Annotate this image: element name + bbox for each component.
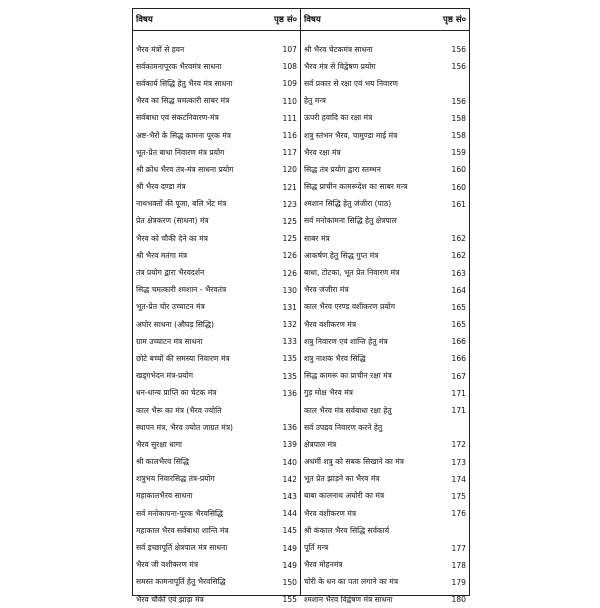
toc-header-left [133,9,300,31]
entry-page-number: 165 [451,302,466,312]
entry-page-number: 156 [451,96,466,106]
toc-entry [301,436,469,453]
entry-page-number: 126 [282,251,297,261]
toc-entry [301,230,469,247]
subject-header: विषय [304,15,321,25]
entry-page-number: 135 [282,371,297,381]
entry-title: सर्व मनोकापना-पूरक भैरवसिद्धि [136,508,223,518]
entry-title: भूत-प्रेत बाधा निवारण मंत्र प्रयोग [136,147,225,157]
toc-entry [301,539,469,556]
entry-page-number: 109 [282,79,297,89]
entry-page-number: 158 [451,113,466,123]
entry-page-number: 130 [282,285,297,295]
entry-page-number: 162 [451,234,466,244]
entry-page-number: 176 [451,509,466,519]
toc-entry [301,299,469,316]
entry-title: सिद्ध प्राचीन कामरूदेश का साबर मन्त्र [304,182,408,192]
entry-page-number: 178 [451,560,466,570]
entry-title: समस्त कामनापूर्ति हेतु भैरवसिद्धि [136,577,226,587]
entry-page-number: 162 [451,251,466,261]
entry-page-number: 117 [282,148,297,158]
entry-title: काल भैरव मंत्र सर्वबाधा रक्षा हेतु [304,405,392,415]
toc-entry [133,488,300,505]
toc-entry [133,282,300,299]
entry-title: भैरव मोहनमंत्र [304,560,343,570]
entry-title: भैरव जंजीरा मंत्र [304,285,349,295]
toc-entry [301,282,469,299]
toc-entry [133,350,300,367]
entry-page-number: 160 [451,182,466,192]
toc-entry [133,402,300,419]
entry-title: भूत-प्रेत चोर उच्चाटन मंत्र [136,302,205,312]
entry-title: अघोर साधना (औघड़ सिद्धि) [136,319,214,329]
entry-title: प्रेत क्षेत्रकरण (साधना) मंत्र [136,216,209,226]
entry-page-number: 142 [282,474,297,484]
entry-title: क्षेत्रपाल मंत्र [304,439,337,449]
toc-entry [301,350,469,367]
entry-title: साबर मंत्र [304,233,330,243]
entry-page-number: 175 [451,491,466,501]
entry-title: हेतु मन्त्र [304,96,326,106]
entry-title: श्री भैरव मतंगा मंत्र [136,250,188,260]
entry-page-number: 110 [282,96,297,106]
toc-entry [133,299,300,316]
toc-entry [301,557,469,574]
entry-page-number: 133 [282,337,297,347]
entry-page-number: 180 [451,595,466,605]
toc-entry [301,127,469,144]
entry-title: सिद्ध तंत्र प्रयोग द्वारा स्तम्भन [304,164,381,174]
entry-page-number: 123 [282,199,297,209]
entry-page-number: 171 [451,406,466,416]
entry-title: श्री कालभैरव सिद्धि [136,457,189,467]
entry-title: भैरव सुरक्षा धागा [136,439,183,449]
toc-entry [133,196,300,213]
toc-entry [301,213,469,230]
entry-title: ग्राम उच्चाटन मंत्र साधना [136,336,203,346]
toc-entry [133,574,300,591]
entry-title: बाबा कालनाथ अघोरी का मंत्र [304,491,385,501]
toc-entry [301,488,469,505]
entry-page-number: 125 [282,216,297,226]
entry-page-number: 149 [282,543,297,553]
entry-title: श्मशान भैरव विद्वेषण मंत्र साधना [304,594,393,604]
entry-page-number: 108 [282,62,297,72]
entry-page-number: 165 [451,320,466,330]
toc-entry [301,75,469,92]
entry-title: काल भैरू का मंत्र (भैरव ज्योति [136,405,222,415]
toc-entry [133,110,300,127]
entry-title: सर्व प्रकार से रक्षा एवं भय निवारण [304,78,398,88]
toc-entry [133,505,300,522]
entry-title: भैरव मंत्रों से हवन [136,44,185,54]
entry-page-number: 107 [282,45,297,55]
toc-entry [301,522,469,539]
entry-title: अधर्मी शत्रु को सबक सिखाने का मंत्र [304,457,404,467]
entry-title: सर्वबाधा एवं संकटनिवारण-मंत्र [136,113,219,123]
entry-page-number: 131 [282,302,297,312]
page-number-header: पृष्ठ सं० [443,15,466,25]
toc-entry [133,93,300,110]
entry-title: पूर्ति मन्त्र [304,543,329,553]
entry-page-number: 161 [451,199,466,209]
entry-page-number: 143 [282,491,297,501]
entry-page-number: 163 [451,268,466,278]
entry-title: श्री भैरव दण्डा मंत्र [136,182,186,192]
entry-page-number: 160 [451,165,466,175]
entry-page-number: 166 [451,354,466,364]
toc-entry [301,144,469,161]
entry-page-number: 116 [282,131,297,141]
entry-title: स्थापन मंत्र, भैरव ज्योत जाग्रत मंत्र) [136,422,233,432]
toc-entry [133,230,300,247]
entry-title: सर्व इच्छापूर्ति क्षेत्रपाल मंत्र साधना [136,543,228,553]
toc-entries-left [133,31,300,608]
entry-page-number: 139 [282,440,297,450]
toc-entry [301,196,469,213]
entry-page-number: 126 [282,268,297,278]
toc-entry [301,454,469,471]
entry-title: सर्वकामनापूरक भैरवमंत्र साधना [136,61,222,71]
entry-page-number: 174 [451,474,466,484]
toc-entry [301,505,469,522]
entry-title: भैरव रक्षा मंत्र [304,147,341,157]
entry-title: बाधा, टोटका, भूत प्रेत निवारण मंत्र [304,268,400,278]
entry-page-number: 172 [451,440,466,450]
entry-title: सर्वकार्य सिद्धि हेतु भैरव मंत्र साधना [136,78,233,88]
entry-page-number: 144 [282,509,297,519]
entry-page-number: 136 [282,423,297,433]
toc-entry [301,58,469,75]
toc-column-right [301,9,469,605]
toc-entry [133,75,300,92]
entry-title: भूत प्रेत झाड़ने का भैरव मंत्र [304,474,380,484]
entry-title: महाकालभैरव साधना [136,491,193,501]
entry-title: भैरव वशीकरण मंत्र [304,319,357,329]
entry-title: महाकाल भैरव सर्वबाधा शान्ति मंत्र [136,525,229,535]
toc-entry [301,161,469,178]
toc-entry [133,41,300,58]
toc-entry [133,179,300,196]
entry-title: श्री क्रोध भैरव तंत्र-मंत्र साधना प्रयोग [136,164,234,174]
entry-title: शत्रु स्तंभन भैरव, चामुण्डा माई मंत्र [304,130,398,140]
entry-title: अष्ट-भैरों के सिद्ध कामना पूरक मंत्र [136,130,231,140]
toc-table [132,8,470,605]
subject-header: विषय [136,15,153,25]
entry-page-number: 149 [282,560,297,570]
entry-page-number: 166 [451,337,466,347]
entry-page-number: 167 [451,371,466,381]
entry-page-number: 121 [282,182,297,192]
toc-entry [133,333,300,350]
toc-entry [301,402,469,419]
entry-page-number: 179 [451,577,466,587]
entry-page-number: 132 [282,320,297,330]
entry-title: नाथभक्तों की पूजा, बलि भेंट मंत्र [136,199,227,209]
toc-entry [301,41,469,58]
entry-title: सिद्ध चमत्कारी श्मशान - भैरवतंत्र [136,285,227,295]
toc-entry [301,110,469,127]
entry-title: तंत्र प्रयोग द्वारा भैरवदर्शन [136,268,205,278]
entry-title: ऊपरी हवादि का रक्षा मंत्र [304,113,373,123]
entry-page-number: 136 [282,388,297,398]
toc-header-right [301,9,469,31]
entry-title: चोरी के धन का पता लगाने का मंत्र [304,577,399,587]
entry-page-number: 140 [282,457,297,467]
entry-title: खड्गभेदन मंत्र-प्रयोग [136,371,193,381]
entry-title: छोटे बच्चों की समस्या निवारण मंत्र [136,353,230,363]
toc-entry [133,419,300,436]
entry-page-number: 135 [282,354,297,364]
entry-title: भैरव जी वशीकरण मंत्र [136,560,199,570]
entry-title: भैरव वशीकरण मंत्र [304,508,357,518]
toc-entry [133,522,300,539]
toc-entry [133,213,300,230]
entry-page-number: 171 [451,388,466,398]
entry-title: भैरव को चौकी देने का मंत्र [136,233,208,243]
entry-title: शत्रु नाशक भैरव सिद्धि [304,353,366,363]
entry-title: धन-धान्य प्राप्ति का चेटक मंत्र [136,388,217,398]
toc-entry [133,471,300,488]
entry-page-number: 159 [451,148,466,158]
entry-title: भैरव मंत्र से विद्वेषण प्रयोग [304,61,376,71]
toc-entry [133,144,300,161]
entry-page-number: 111 [282,113,297,123]
entry-title: सर्व मनोकामना सिद्धि हेतु क्षेत्रपाल [304,216,397,226]
toc-entry [133,161,300,178]
toc-entry [133,557,300,574]
toc-entry [133,385,300,402]
toc-entry [301,368,469,385]
entry-page-number: 155 [282,595,297,605]
entry-page-number: 120 [282,165,297,175]
toc-entry [301,471,469,488]
entry-title: गुड़ मोक्ष भैरव मंत्र [304,388,353,398]
toc-entry [133,247,300,264]
toc-entry [301,247,469,264]
toc-entry [133,264,300,281]
entry-title: भैरव का सिद्ध चमत्कारी साबर मंत्र [136,96,230,106]
page-number-header: पृष्ठ सं० [274,15,297,25]
entry-page-number: 158 [451,131,466,141]
toc-entry [301,419,469,436]
toc-entry [133,127,300,144]
entry-title: शत्रुभय निवारसिद्ध तंत्र-प्रयोग [136,474,215,484]
toc-entry [301,316,469,333]
entry-title: काल भैरव एरण्ड वशीकरण प्रयोग [304,302,395,312]
toc-entry [301,93,469,110]
entry-page-number: 164 [451,285,466,295]
toc-column-left [133,9,301,605]
entry-page-number: 145 [282,526,297,536]
toc-entry [133,58,300,75]
toc-entry [133,454,300,471]
toc-entry [133,368,300,385]
entry-page-number: 177 [451,543,466,553]
toc-entry [301,333,469,350]
entry-title: सिद्ध कामरू का प्राचीन रक्षा मंत्र [304,371,392,381]
entry-page-number: 156 [451,45,466,55]
entry-page-number: 173 [451,457,466,467]
entry-page-number: 125 [282,234,297,244]
toc-entry [133,316,300,333]
toc-entry [301,574,469,591]
toc-entry [301,385,469,402]
toc-entry [301,179,469,196]
toc-entry [133,539,300,556]
toc-page [132,8,470,605]
entry-title: भैरव चौकी एवं झाड़ा मंत्र [136,594,204,604]
entry-title: श्री कंकाल भैरव सिद्धि सर्वकार्य [304,525,390,535]
toc-entries-right [301,31,469,608]
entry-title: श्मशान सिद्धि हेतु जंजीरा (पाठ) [304,199,392,209]
entry-title: आकर्षण हेतु सिद्ध गुप्त मंत्र [304,250,379,260]
entry-page-number: 150 [282,577,297,587]
entry-title: सर्व उपद्रव निवारण करने हेतु [304,422,383,432]
toc-entry [133,436,300,453]
entry-title: श्री भैरव चेटकमंत्र साधना [304,44,373,54]
entry-title: शत्रु निवारण एवं शान्ति हेतु मंत्र [304,336,388,346]
entry-page-number: 156 [451,62,466,72]
toc-entry [301,264,469,281]
